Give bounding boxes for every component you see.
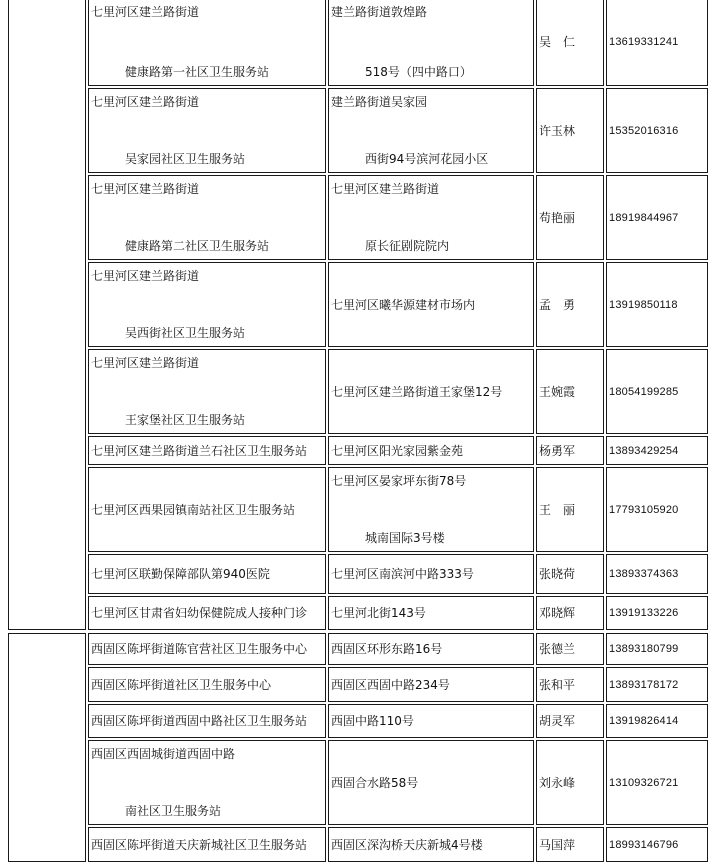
address-cell	[328, 436, 534, 465]
phone-number: 13619331241	[609, 36, 679, 48]
phone-cell	[606, 827, 708, 862]
address: 西固合水路58号	[331, 775, 419, 790]
site-name-cell	[88, 262, 326, 347]
address-line2: 518号（四中路口）	[365, 65, 472, 79]
phone-cell	[606, 667, 708, 702]
contact-person-cell	[536, 596, 604, 630]
address: 七里河区曦华源建材市场内	[331, 297, 476, 312]
contact-person: 马国萍	[539, 837, 576, 852]
address-line1: 七里河区晏家坪东街78号	[331, 474, 467, 488]
address-cell	[328, 596, 534, 630]
site-name-line1: 七里河区建兰路街道	[91, 356, 200, 370]
phone-cell	[606, 349, 708, 434]
contact-person: 许玉林	[539, 123, 576, 138]
phone-number: 15352016316	[609, 124, 679, 137]
address: 七里河区建兰路街道王家堡12号	[331, 384, 503, 399]
address-line1: 建兰路街道敦煌路	[331, 5, 428, 19]
contact-person-cell	[536, 262, 604, 347]
address-line2: 原长征剧院院内	[365, 239, 450, 253]
phone-cell	[606, 467, 708, 552]
phone-number: 18054199285	[609, 385, 679, 398]
contact-person: 刘永峰	[539, 775, 576, 790]
phone-cell	[606, 596, 708, 630]
contact-person-cell	[536, 633, 604, 665]
phone-number: 13893429254	[609, 444, 679, 457]
site-name-cell	[88, 667, 326, 702]
phone-cell	[606, 554, 708, 594]
site-name-line2: 吴西街社区卫生服务站	[125, 326, 246, 340]
phone-cell	[606, 88, 708, 173]
site-name-line1: 七里河区建兰路街道	[91, 182, 200, 196]
phone-number: 13893180799	[609, 643, 679, 655]
address-cell	[328, 633, 534, 665]
address-line2: 城南国际3号楼	[365, 531, 445, 545]
site-name-line2: 南社区卫生服务站	[125, 804, 222, 818]
contact-person-cell	[536, 554, 604, 594]
contact-person: 孟 勇	[539, 297, 576, 312]
phone-number: 13919850118	[609, 298, 678, 311]
address-cell	[328, 0, 534, 86]
site-name-cell	[88, 633, 326, 665]
phone-cell	[606, 0, 708, 86]
site-name: 西固区陈坪街道天庆新城社区卫生服务站	[91, 837, 308, 852]
contact-person: 张晓荷	[539, 567, 576, 581]
contact-person-cell	[536, 0, 604, 86]
phone-number: 13893374363	[609, 568, 679, 580]
address: 西固中路110号	[331, 714, 414, 728]
contact-person: 苟艳丽	[539, 210, 576, 225]
contact-person-cell	[536, 827, 604, 862]
address-line1: 建兰路街道吴家园	[331, 95, 428, 109]
phone-cell	[606, 633, 708, 665]
site-name-line2: 健康路第二社区卫生服务站	[125, 239, 270, 253]
address: 西固区西固中路234号	[331, 677, 450, 692]
address-cell	[328, 740, 534, 825]
site-name-cell	[88, 349, 326, 434]
phone-number: 18993146796	[609, 838, 679, 851]
address-line1: 七里河区建兰路街道	[331, 182, 440, 196]
site-name-cell	[88, 554, 326, 594]
phone-number: 13109326721	[609, 776, 679, 789]
contact-person-cell	[536, 704, 604, 738]
phone-cell	[606, 262, 708, 347]
contact-person-cell	[536, 349, 604, 434]
contact-person-cell	[536, 740, 604, 825]
phone-number: 13919826414	[609, 715, 679, 727]
phone-number: 17793105920	[609, 503, 679, 516]
district-group-cell	[8, 0, 86, 630]
contact-person: 张德兰	[539, 642, 576, 656]
contact-person-cell	[536, 667, 604, 702]
site-name-cell	[88, 740, 326, 825]
site-name: 七里河区建兰路街道兰石社区卫生服务站	[91, 443, 308, 458]
address: 西固区环形东路16号	[331, 642, 443, 656]
site-name-cell	[88, 436, 326, 465]
site-name: 西固区陈坪街道西固中路社区卫生服务站	[91, 714, 308, 728]
address: 七里河区阳光家园紫金苑	[331, 443, 464, 458]
site-name-line1: 七里河区建兰路街道	[91, 95, 200, 109]
site-name-line1: 七里河区建兰路街道	[91, 5, 200, 19]
contact-person: 邓晓辉	[539, 606, 576, 620]
site-name-line2: 吴家园社区卫生服务站	[125, 152, 246, 166]
site-name-line2: 王家堡社区卫生服务站	[125, 413, 246, 427]
site-name: 七里河区联勤保障部队第940医院	[91, 567, 270, 581]
phone-number: 13893178172	[609, 678, 679, 691]
address: 七里河区南滨河中路333号	[331, 567, 474, 581]
site-name-cell	[88, 596, 326, 630]
contact-person-cell	[536, 175, 604, 260]
contact-person: 张和平	[539, 677, 576, 692]
address-cell	[328, 467, 534, 552]
district-group-cell	[8, 633, 86, 862]
contact-person: 胡灵军	[539, 714, 576, 728]
site-name: 七里河区西果园镇南站社区卫生服务站	[91, 502, 296, 517]
site-name: 西固区陈坪街道陈官营社区卫生服务中心	[91, 642, 308, 656]
site-name: 七里河区甘肃省妇幼保健院成人接种门诊	[91, 606, 308, 620]
phone-cell	[606, 740, 708, 825]
contact-person: 王 丽	[539, 502, 576, 517]
phone-number: 18919844967	[609, 211, 679, 224]
site-name-cell	[88, 827, 326, 862]
address-cell	[328, 554, 534, 594]
contact-person-cell	[536, 467, 604, 552]
site-name-cell	[88, 0, 326, 86]
site-name-line1: 七里河区建兰路街道	[91, 269, 200, 283]
address-cell	[328, 175, 534, 260]
address-cell	[328, 349, 534, 434]
phone-cell	[606, 436, 708, 465]
contact-person-cell	[536, 88, 604, 173]
contact-person: 王婉霞	[539, 384, 576, 399]
phone-cell	[606, 704, 708, 738]
contact-person: 杨勇军	[539, 443, 576, 458]
address-cell	[328, 667, 534, 702]
phone-number: 13919133226	[609, 607, 679, 619]
site-name: 西固区陈坪街道社区卫生服务中心	[91, 677, 272, 692]
site-name-cell	[88, 88, 326, 173]
site-name-cell	[88, 467, 326, 552]
address-cell	[328, 704, 534, 738]
site-name-line1: 西固区西固城街道西固中路	[91, 747, 236, 761]
address-cell	[328, 262, 534, 347]
contact-person-cell	[536, 436, 604, 465]
address-cell	[328, 88, 534, 173]
phone-cell	[606, 175, 708, 260]
address: 七里河北街143号	[331, 606, 426, 620]
site-name-line2: 健康路第一社区卫生服务站	[125, 65, 270, 79]
address: 西固区深沟桥天庆新城4号楼	[331, 837, 483, 852]
address-cell	[328, 827, 534, 862]
site-name-cell	[88, 704, 326, 738]
site-name-cell	[88, 175, 326, 260]
contact-person: 吴 仁	[539, 35, 576, 49]
address-line2: 西街94号滨河花园小区	[365, 152, 489, 166]
